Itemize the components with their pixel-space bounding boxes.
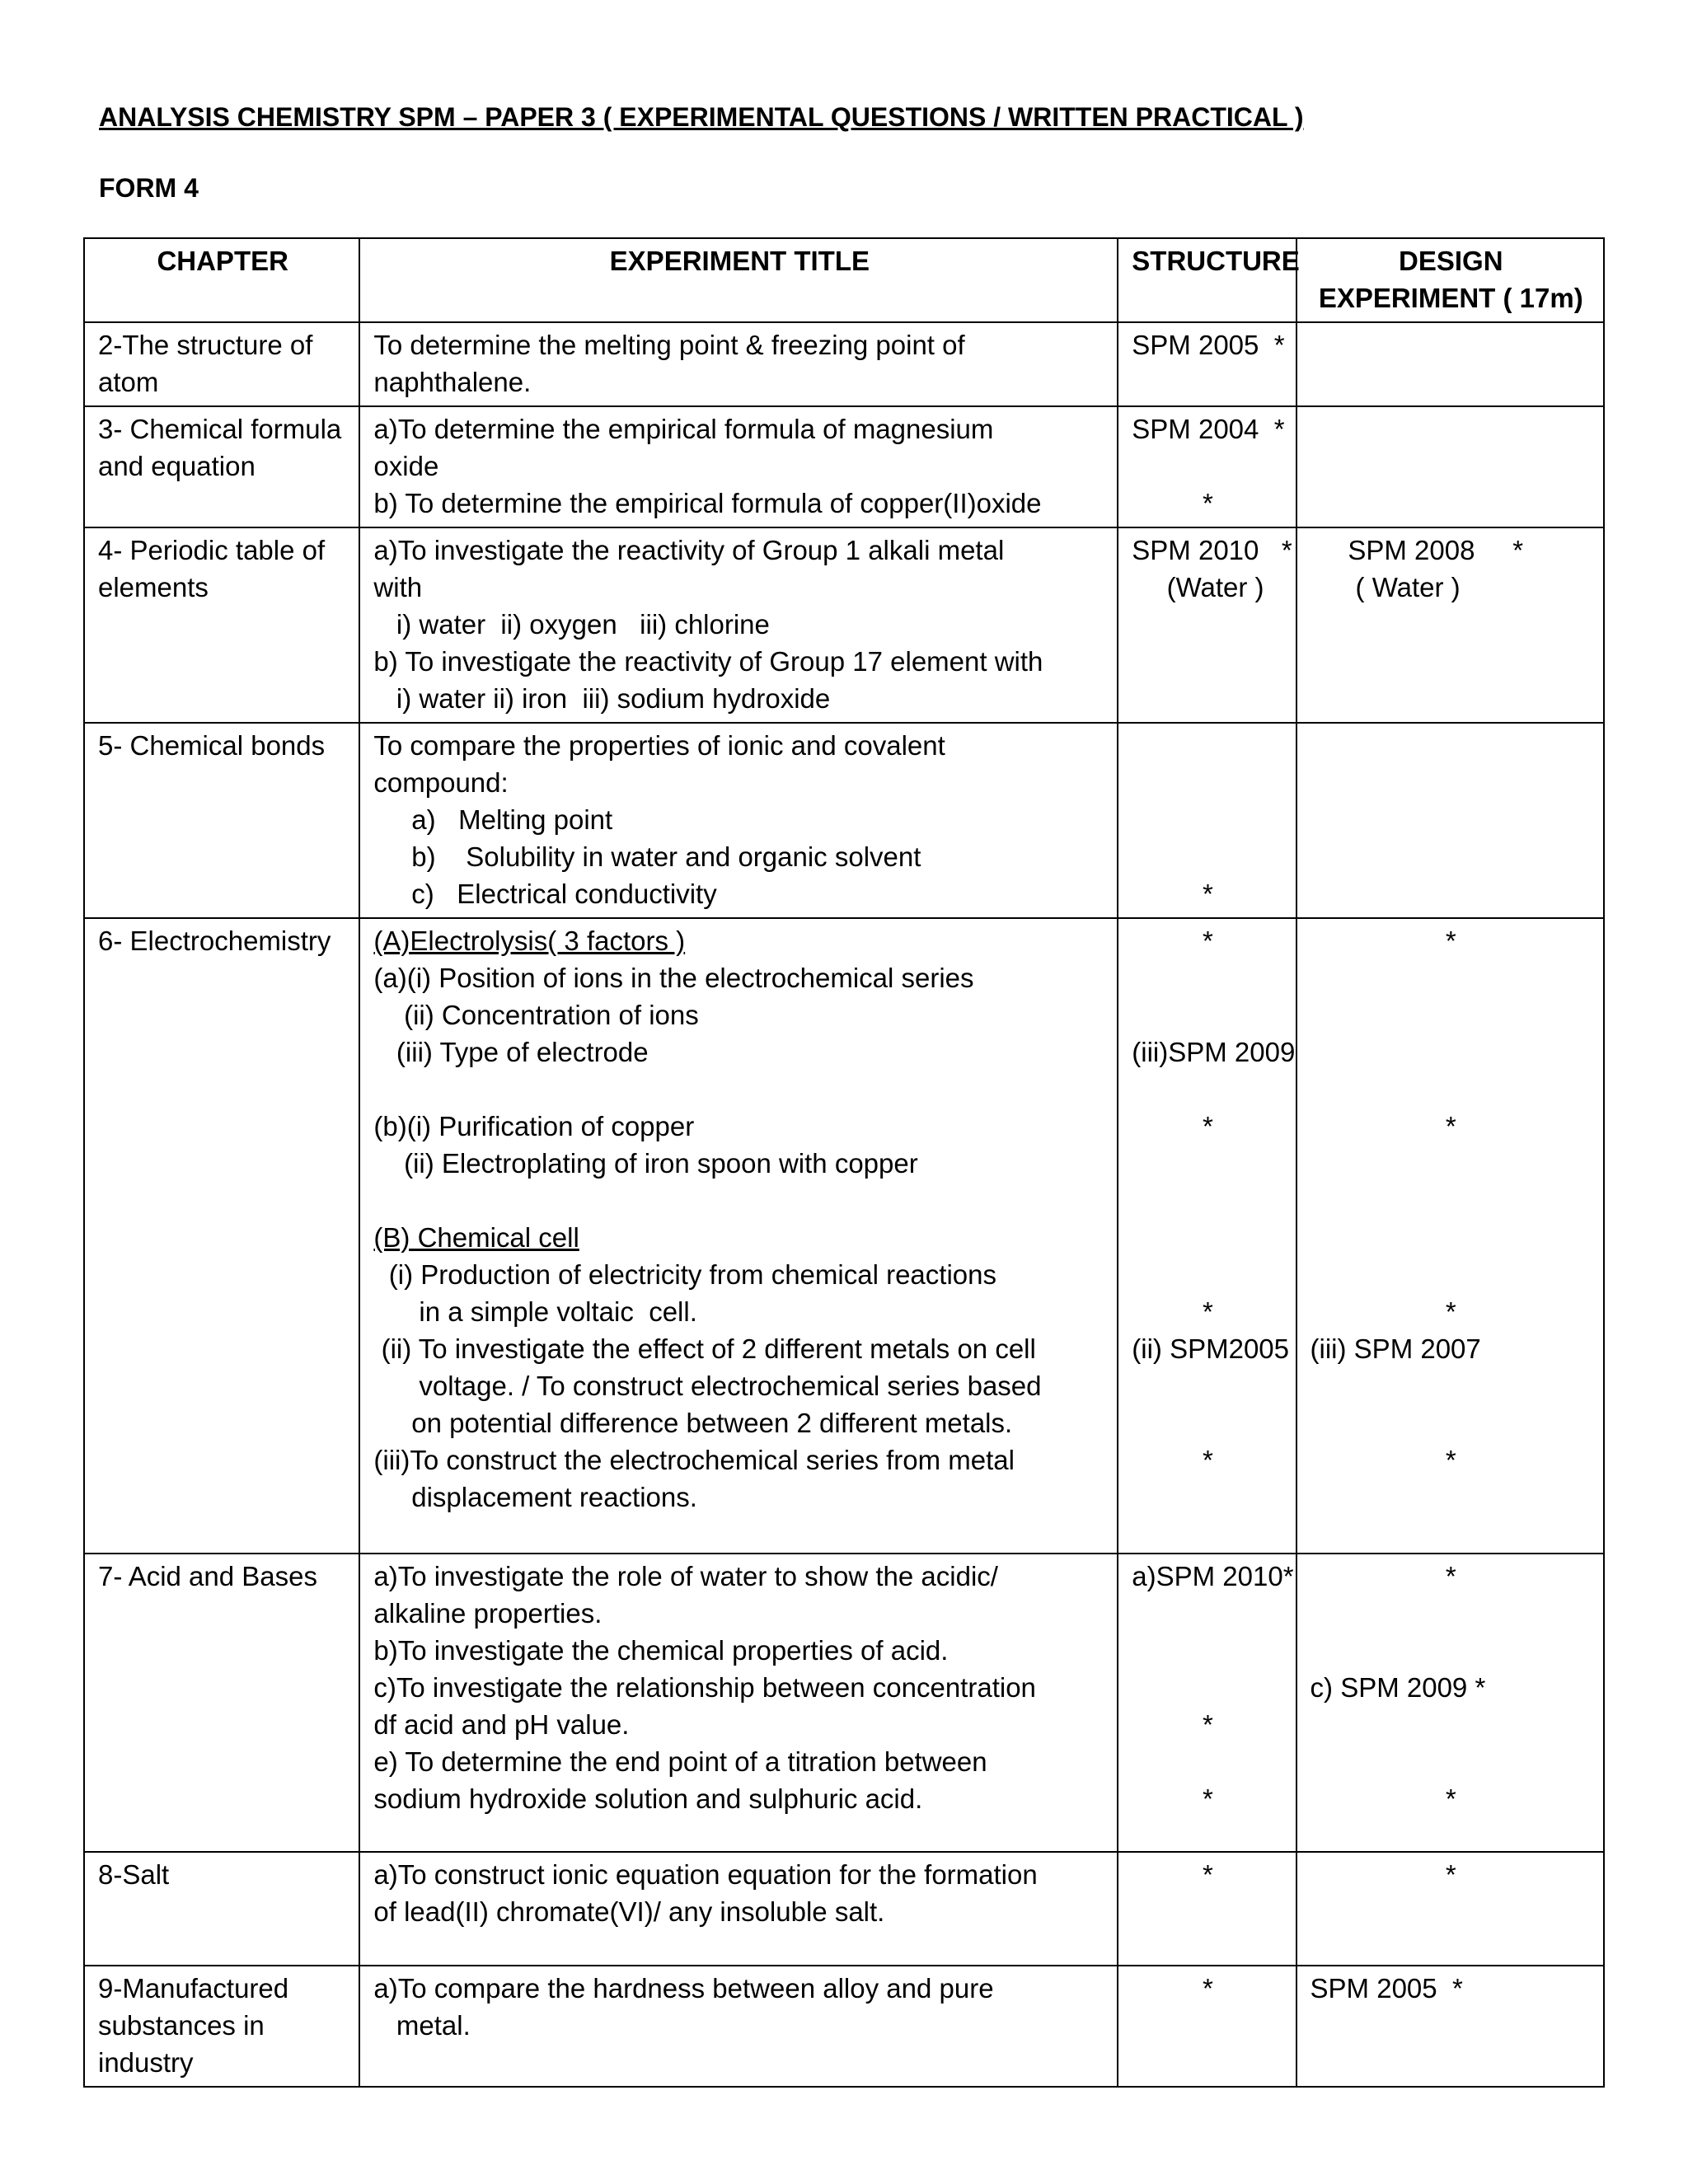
structure-line <box>1132 838 1283 875</box>
structure-line <box>1132 1071 1283 1108</box>
design-line <box>1311 1743 1592 1780</box>
experiment-line: a)To compare the hardness between alloy and pure <box>373 1973 994 2004</box>
experiment-line: naphthalene. <box>373 367 532 397</box>
table-row <box>84 527 1604 723</box>
chapter-line: 6- Electrochemistry <box>98 926 331 956</box>
experiment-line: b)To investigate the chemical properties of acid. <box>373 1635 949 1666</box>
chapter-line: industry <box>98 2047 194 2078</box>
design-line: * <box>1445 1859 1456 1890</box>
structure-cell <box>1118 1852 1296 1966</box>
experiment-line: c)To investigate the relationship between concentration <box>373 1672 1036 1703</box>
structure-line: * <box>1202 1973 1213 2004</box>
experiment-line: i) water ii) iron iii) sodium hydroxide <box>373 683 831 714</box>
design-line <box>1311 1033 1592 1071</box>
structure-line: * <box>1202 1709 1213 1740</box>
experiment-line: (ii) Concentration of ions <box>373 1000 699 1030</box>
design-line: * <box>1445 1111 1456 1141</box>
structure-line: (Water ) <box>1151 572 1264 602</box>
design-cell <box>1296 1852 1604 1966</box>
table-row <box>84 723 1604 918</box>
structure-cell <box>1118 527 1296 723</box>
chapter-line: 3- Chemical formula <box>98 414 342 444</box>
experiment-cell <box>359 406 1118 527</box>
experiment-line: b) Solubility in water and organic solvent <box>373 841 921 872</box>
design-line: * <box>1445 926 1456 956</box>
design-line <box>1311 1367 1592 1404</box>
chapter-cell <box>84 723 359 918</box>
structure-line <box>1132 448 1283 485</box>
design-line: c) SPM 2009 * <box>1310 1672 1486 1703</box>
design-line <box>1311 1595 1592 1632</box>
table-row <box>84 406 1604 527</box>
experiment-line: compound: <box>373 767 509 798</box>
experiment-line: (b)(i) Purification of copper <box>373 1111 695 1141</box>
experiment-line: in a simple voltaic cell. <box>373 1296 697 1327</box>
design-line <box>1311 996 1592 1033</box>
design-line <box>1311 1182 1592 1219</box>
experiment-line: a) Melting point <box>373 804 613 835</box>
design-line <box>1311 1219 1592 1256</box>
structure-line: * <box>1202 1859 1213 1890</box>
chapter-line: 8-Salt <box>98 1859 170 1890</box>
experiment-line: To determine the melting point & freezing point of <box>373 330 965 360</box>
structure-line <box>1132 801 1283 838</box>
structure-line: * <box>1202 488 1213 518</box>
table-row <box>84 322 1604 406</box>
structure-line <box>1132 1743 1283 1780</box>
structure-line <box>1132 1256 1283 1293</box>
design-cell <box>1296 406 1604 527</box>
experiment-cell <box>359 1852 1118 1966</box>
table-row <box>84 1554 1604 1852</box>
experiment-line: oxide <box>373 451 439 481</box>
design-line: * <box>1445 1783 1456 1814</box>
experiment-line: c) Electrical conductivity <box>373 879 717 909</box>
structure-line: * <box>1202 926 1213 956</box>
experiment-line: To compare the properties of ionic and covalent <box>373 730 945 761</box>
table-row <box>84 918 1604 1554</box>
header-chapter: CHAPTER <box>84 238 359 322</box>
experiment-cell <box>359 1554 1118 1852</box>
experiment-line: (A)Electrolysis( 3 factors ) <box>373 926 686 956</box>
header-design-experiment <box>1296 238 1604 322</box>
chapter-line: 9-Manufactured <box>98 1973 289 2004</box>
experiment-line: (ii) To investigate the effect of 2 different metals on cell <box>373 1333 1036 1364</box>
design-line: SPM 2005 * <box>1310 1973 1463 2004</box>
table-row <box>84 1852 1604 1966</box>
design-cell <box>1296 918 1604 1554</box>
experiment-line: with <box>373 572 423 602</box>
chapter-cell <box>84 406 359 527</box>
structure-line <box>1132 1669 1283 1706</box>
structure-line: SPM 2005 * <box>1132 330 1285 360</box>
experiment-cell <box>359 918 1118 1554</box>
structure-cell <box>1118 1966 1296 2087</box>
design-line <box>1311 1404 1592 1441</box>
structure-line <box>1132 727 1283 764</box>
design-cell <box>1296 1966 1604 2087</box>
chapter-line: and equation <box>98 451 256 481</box>
header-design-line-1: DESIGN <box>1399 246 1503 276</box>
structure-line <box>1132 1632 1283 1669</box>
experiment-cell <box>359 322 1118 406</box>
structure-line <box>1132 1404 1283 1441</box>
header-experiment-title: EXPERIMENT TITLE <box>359 238 1118 322</box>
structure-line: (ii) SPM2005 <box>1132 1333 1290 1364</box>
experiment-line: (i) Production of electricity from chemical reactions <box>373 1259 996 1290</box>
experiment-line: df acid and pH value. <box>373 1709 630 1740</box>
structure-line <box>1132 1595 1283 1632</box>
design-line: SPM 2008 * <box>1310 535 1524 565</box>
experiment-line: sodium hydroxide solution and sulphuric acid. <box>373 1783 923 1814</box>
chapter-line: substances in <box>98 2010 265 2041</box>
document-title: ANALYSIS CHEMISTRY SPM – PAPER 3 ( EXPERIMENTAL QUESTIONS / WRITTEN PRACTICAL ) <box>99 102 1304 132</box>
experiment-line: b) To investigate the reactivity of Group 17 element with <box>373 646 1043 677</box>
experiment-line <box>373 1182 1105 1219</box>
header-row <box>84 238 1604 322</box>
structure-cell <box>1118 1554 1296 1852</box>
chapter-line: 4- Periodic table of <box>98 535 326 565</box>
experiment-line <box>373 1071 1105 1108</box>
structure-line <box>1132 764 1283 801</box>
experiment-cell <box>359 723 1118 918</box>
experiment-line: metal. <box>373 2010 471 2041</box>
chapter-line: 5- Chemical bonds <box>98 730 326 761</box>
chapter-line: elements <box>98 572 209 602</box>
experiment-line: voltage. / To construct electrochemical series based <box>373 1371 1042 1401</box>
chapter-cell <box>84 1852 359 1966</box>
header-structure: STRUCTURE <box>1118 238 1296 322</box>
experiment-line: e) To determine the end point of a titration between <box>373 1746 987 1777</box>
design-line: * <box>1445 1561 1456 1591</box>
design-line: (iii) SPM 2007 <box>1310 1333 1481 1364</box>
design-cell <box>1296 1554 1604 1852</box>
structure-line: SPM 2010 * <box>1132 535 1292 565</box>
experiment-line: (a)(i) Position of ions in the electrochemical series <box>373 963 974 993</box>
design-cell <box>1296 527 1604 723</box>
structure-line <box>1132 959 1283 996</box>
experiment-cell <box>359 1966 1118 2087</box>
chapter-line: 7- Acid and Bases <box>98 1561 317 1591</box>
design-line <box>1311 1256 1592 1293</box>
chapter-cell <box>84 1966 359 2087</box>
design-line: * <box>1445 1296 1456 1327</box>
experiment-line: displacement reactions. <box>373 1482 697 1512</box>
experiment-line: (iii)To construct the electrochemical series from metal <box>373 1445 1015 1475</box>
structure-line: * <box>1202 1445 1213 1475</box>
experiment-line: b) To determine the empirical formula of copper(II)oxide <box>373 488 1042 518</box>
structure-line <box>1132 996 1283 1033</box>
experiment-line: (B) Chemical cell <box>373 1222 579 1253</box>
design-line <box>1311 959 1592 996</box>
chapter-line: 2-The structure of <box>98 330 313 360</box>
structure-line: * <box>1202 1296 1213 1327</box>
experiment-cell <box>359 527 1118 723</box>
structure-line: * <box>1202 1783 1213 1814</box>
structure-line: SPM 2004 * <box>1132 414 1285 444</box>
structure-line: * <box>1202 879 1213 909</box>
chapter-line: atom <box>98 367 159 397</box>
structure-line <box>1132 1219 1283 1256</box>
structure-cell <box>1118 406 1296 527</box>
design-line <box>1311 1632 1592 1669</box>
structure-line <box>1132 1182 1283 1219</box>
chapter-cell <box>84 527 359 723</box>
experiment-line: on potential difference between 2 different metals. <box>373 1408 1013 1438</box>
structure-line <box>1132 1367 1283 1404</box>
header-design-line-2: EXPERIMENT ( 17m) <box>1318 283 1583 313</box>
experiment-line: a)To investigate the role of water to show the acidic/ <box>373 1561 998 1591</box>
design-line <box>1311 1071 1592 1108</box>
analysis-table <box>83 237 1605 2088</box>
structure-line: * <box>1202 1111 1213 1141</box>
chapter-cell <box>84 1554 359 1852</box>
design-cell <box>1296 723 1604 918</box>
experiment-line: i) water ii) oxygen iii) chlorine <box>373 609 770 640</box>
design-cell <box>1296 322 1604 406</box>
experiment-line: alkaline properties. <box>373 1598 603 1629</box>
experiment-line: a)To investigate the reactivity of Group 1 alkali metal <box>373 535 1005 565</box>
structure-line: a)SPM 2010* <box>1132 1561 1294 1591</box>
table-row <box>84 1966 1604 2087</box>
experiment-line: of lead(II) chromate(VI)/ any insoluble salt. <box>373 1896 885 1927</box>
chapter-cell <box>84 322 359 406</box>
form-label: FORM 4 <box>99 173 199 203</box>
design-line: ( Water ) <box>1310 572 1461 602</box>
structure-cell <box>1118 723 1296 918</box>
design-line <box>1311 1706 1592 1743</box>
design-line <box>1311 1145 1592 1182</box>
structure-line: (iii)SPM 2009 <box>1132 1037 1296 1067</box>
experiment-line: (ii) Electroplating of iron spoon with copper <box>373 1148 918 1179</box>
structure-cell <box>1118 918 1296 1554</box>
structure-line <box>1132 1145 1283 1182</box>
chapter-cell <box>84 918 359 1554</box>
experiment-line: (iii) Type of electrode <box>373 1037 649 1067</box>
design-line: * <box>1445 1445 1456 1475</box>
experiment-line: a)To determine the empirical formula of magnesium <box>373 414 994 444</box>
experiment-line: a)To construct ionic equation equation for the formation <box>373 1859 1038 1890</box>
structure-cell <box>1118 322 1296 406</box>
